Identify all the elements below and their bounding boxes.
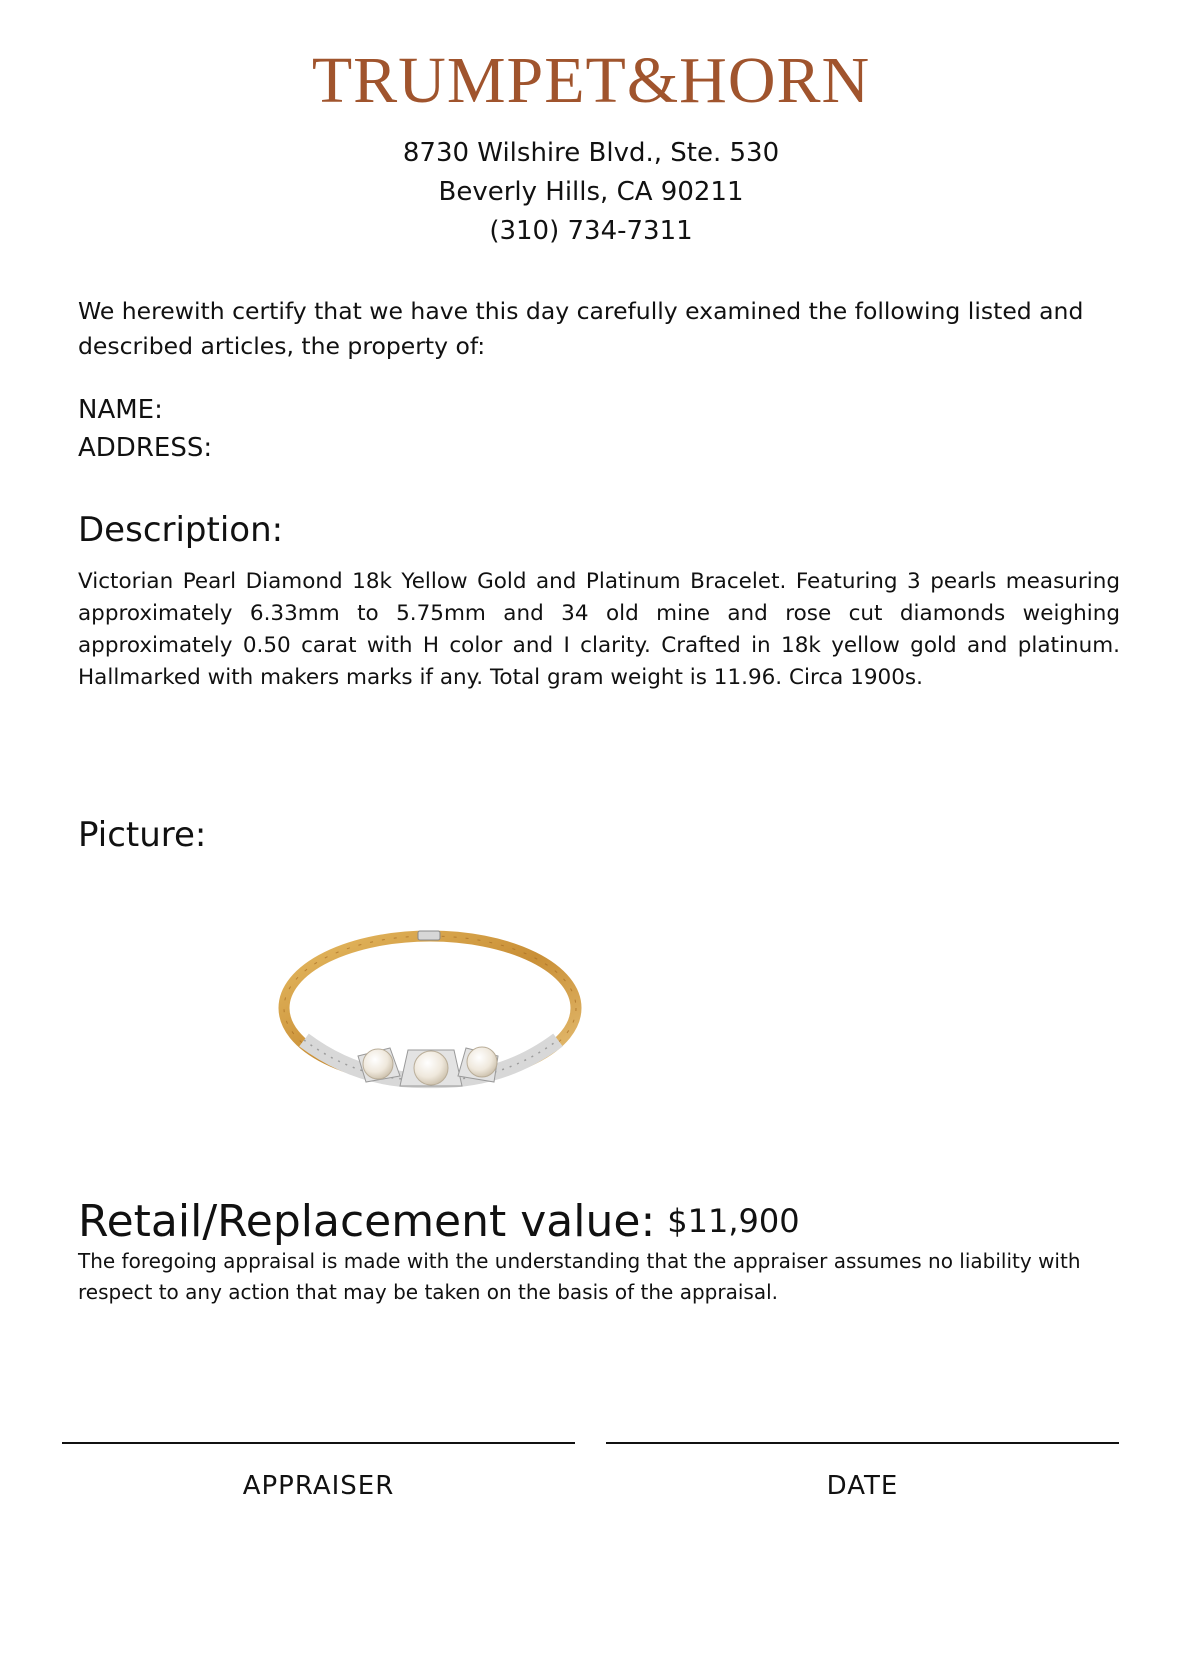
picture-heading: Picture:: [78, 815, 207, 855]
date-label: DATE: [826, 1471, 899, 1501]
brand-logo: TRUMPET&HORN: [311, 44, 871, 117]
appraiser-label: APPRAISER: [242, 1471, 395, 1501]
certification-statement: We herewith certify that we have this day carefully examined the following listed and described articles, the property of:: [78, 297, 1084, 360]
store-address-block: [0, 134, 1182, 251]
description-text: Victorian Pearl Diamond 18k Yellow Gold and Platinum Bracelet. Featuring 3 pearls measuring approximately 6.33mm to 5.75mm and 34 old mine and rose cut diamonds weighing approximately 0.50 carat with H color and I clarity. Crafted in 18k yellow gold and platinum. Hallmarked with makers marks if any. Total gram weight is 11.96. Circa 1900s.: [78, 569, 1120, 690]
address-field-label: ADDRESS:: [78, 433, 213, 463]
valuation-line: [78, 1196, 1118, 1248]
bracelet-image: [240, 850, 608, 1180]
description-heading: Description:: [78, 510, 284, 550]
date-signature-line: [606, 1442, 1119, 1444]
address-phone: (310) 734-7311: [489, 216, 693, 246]
address-city: Beverly Hills, CA 90211: [438, 177, 744, 207]
liability-disclaimer: The foregoing appraisal is made with the understanding that the appraiser assumes no liability with respect to any action that may be taken on the basis of the appraisal.: [78, 1249, 1081, 1304]
address-street: 8730 Wilshire Blvd., Ste. 530: [402, 138, 780, 168]
valuation-label: Retail/Replacement value:: [78, 1196, 656, 1247]
appraiser-signature-line: [62, 1442, 575, 1444]
name-field-label: NAME:: [78, 395, 163, 425]
bracelet-photo: [240, 850, 608, 1180]
valuation-amount: $11,900: [667, 1202, 800, 1240]
